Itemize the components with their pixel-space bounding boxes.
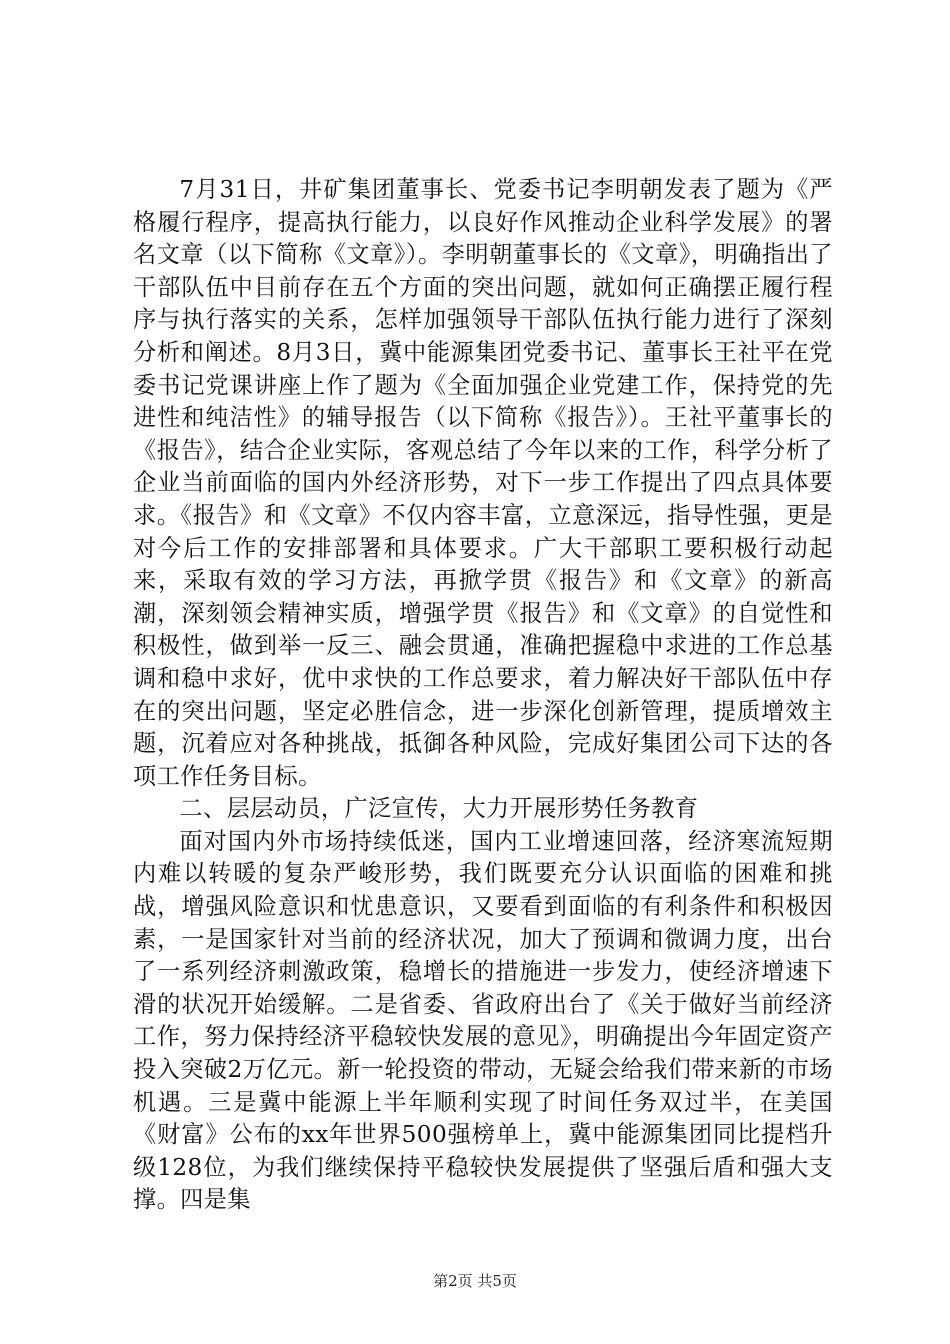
- document-body: [133, 174, 833, 1217]
- section-heading: 二、层层动员，广泛宣传，大力开展形势任务教育: [179, 795, 699, 823]
- paragraph-situation: 面对国内外市场持续低迷，国内工业增速回落，经济寒流短期内难以转暖的复杂严峻形势，我们既要充分认识面临的困难和挑战，增强风险意识和忧患意识，又要看到面临的有利条件和积极因素，一是国家针对当前的经济状况，加大了预调和微调力度，出台了一系列经济刺激政策，稳增长的措施进一步发力，使经济增速下滑的状况开始缓解。二是省委、省政府出台了《关于做好当前经济工作，努力保持经济平稳较快发展的意见》，明确提出今年固定资产投入突破2万亿元。新一轮投资的带动，无疑会给我们带来新的市场机遇。三是冀中能源上半年顺利实现了时间任务双过半，在美国《财富》公布的xx年世界500强榜单上，冀中能源集团同比提档升级128位，为我们继续保持平稳较快发展提供了坚强后盾和强大支撑。四是集: [133, 827, 833, 1214]
- paragraph-intro: 7月31日，井矿集团董事长、党委书记李明朝发表了题为《严格履行程序，提高执行能力，以良好作风推动企业科学发展》的署名文章（以下简称《文章》）。李明朝董事长的《文章》，明确指出了干部队伍中目前存在五个方面的突出问题，就如何正确摆正履行程序与执行落实的关系，怎样加强领导干部队伍执行能力进行了深刻分析和阐述。8月3日，冀中能源集团党委书记、董事长王社平在党委书记党课讲座上作了题为《全面加强企业党建工作，保持党的先进性和纯洁性》的辅导报告（以下简称《报告》）。王社平董事长的《报告》，结合企业实际，客观总结了今年以来的工作，科学分析了企业当前面临的国内外经济形势，对下一步工作提出了四点具体要求。《报告》和《文章》不仅内容丰富，立意深远，指导性强，更是对今后工作的安排部署和具体要求。广大干部职工要积极行动起来，采取有效的学习方法，再掀学贯《报告》和《文章》的新高潮，深刻领会精神实质，增强学贯《报告》和《文章》的自觉性和积极性，做到举一反三、融会贯通，准确把握稳中求进的工作总基调和稳中求好，优中求快的工作总要求，着力解决好干部队伍中存在的突出问题，坚定必胜信念，进一步深化创新管理，提质增效主题，沉着应对各种挑战，抵御各种风险，完成好集团公司下达的各项工作任务目标。: [133, 176, 833, 790]
- page-number-footer: 第2页 共5页: [433, 1272, 517, 1290]
